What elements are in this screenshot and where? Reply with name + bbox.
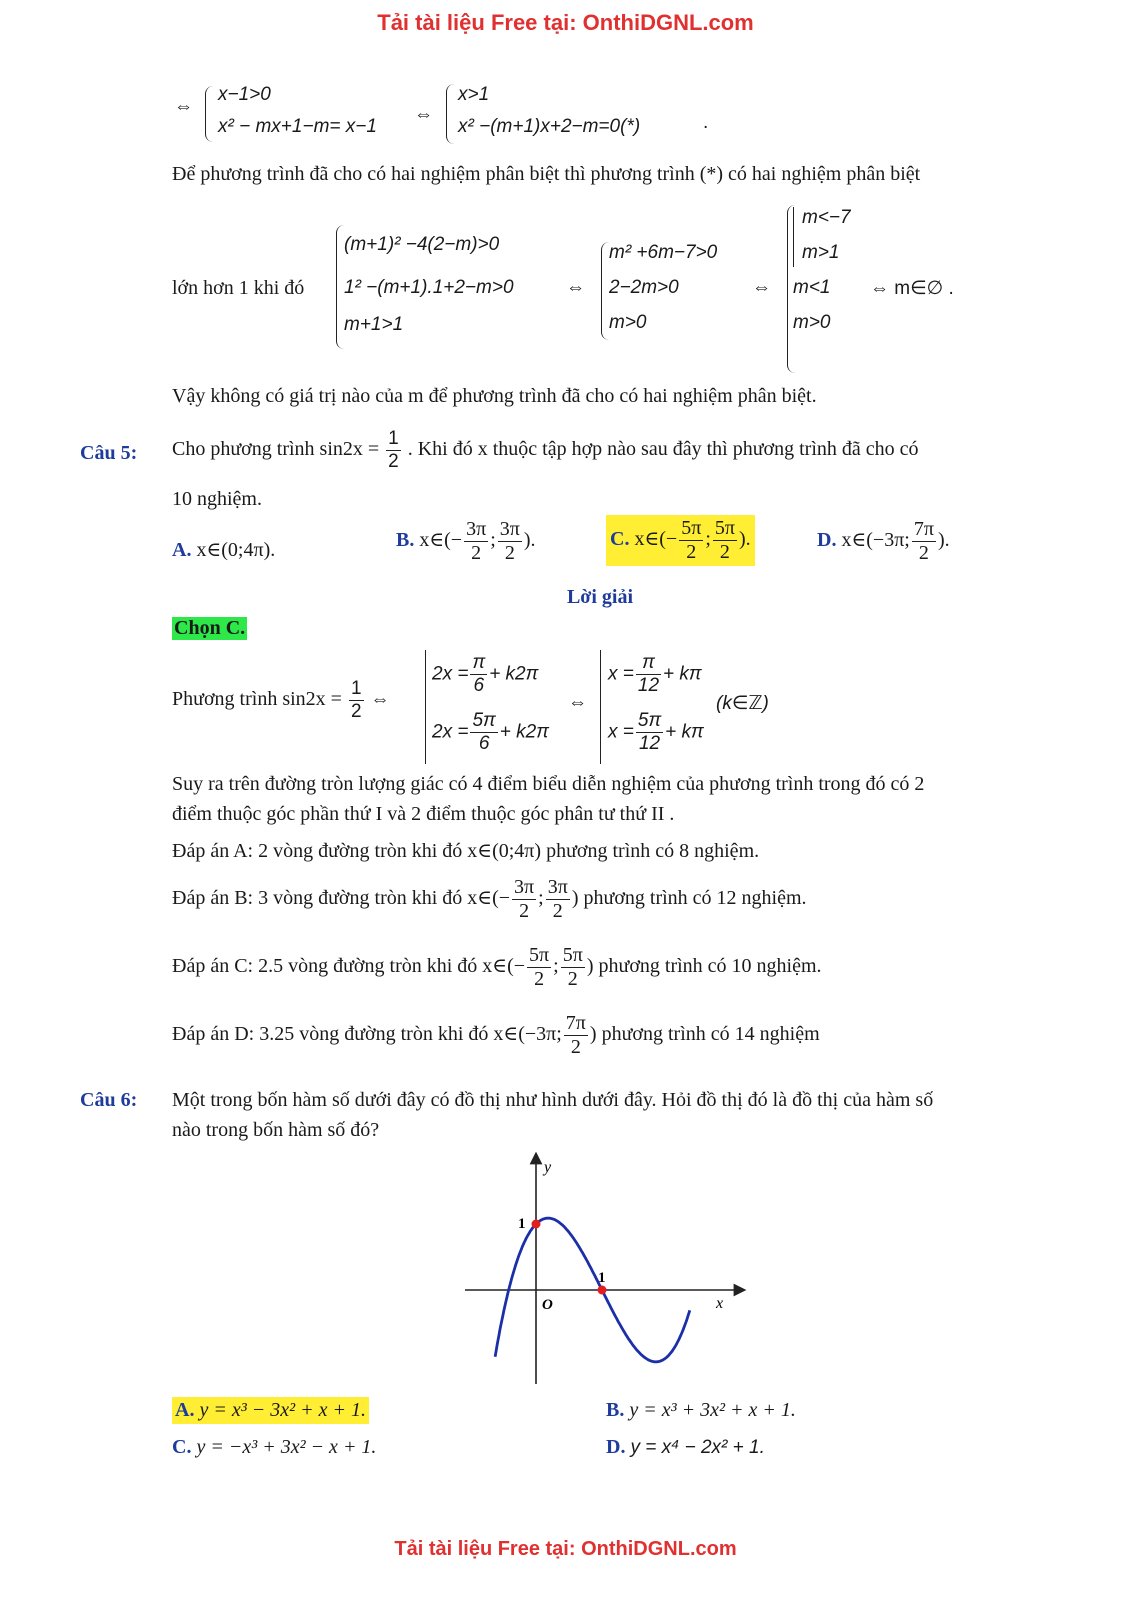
sys2-arrow1: ⇔: [566, 277, 585, 298]
para2: Vậy không có giá trị nào của m để phương trình đã cho có hai nghiệm phân biệt.: [172, 385, 817, 407]
q6-text2: nào trong bốn hàm số đó?: [172, 1119, 380, 1141]
sys1-arrow2: ⇔: [414, 104, 433, 125]
point-y-intercept: [532, 1220, 541, 1229]
sys2-d3: m>0: [609, 312, 647, 333]
q6-graph: [460, 1152, 750, 1392]
sys2-d1: m² +6m−7>0: [609, 242, 718, 263]
q6-option-b[interactable]: B. y = x³ + 3x² + x + 1.: [606, 1399, 796, 1421]
ans-c: Đáp án C: 2.5 vòng đường tròn khi đó x∈(− $\frac{5\pi}{2}$ ; $\frac{5\pi}{2}$ ) phương trình có 10 nghiệm.: [172, 944, 822, 990]
sys2-brace1: [336, 225, 344, 349]
sys1-brace1: [205, 86, 213, 142]
sys2-e2: m>1: [802, 242, 840, 263]
sol-lead: Phương trình sin2x = $\frac{1}{2}$ ⇔: [172, 678, 390, 722]
q5-frac: $\frac{1}{2}$: [388, 428, 399, 472]
ans-b: Đáp án B: 3 vòng đường tròn khi đó x∈(− $\frac{3\pi}{2}$ ; $\frac{3\pi}{2}$ ) phương trình có 12 nghiệm.: [172, 876, 807, 922]
sys2-d2: 2−2m>0: [609, 277, 679, 298]
tick-x-1: 1: [598, 1270, 606, 1286]
sys2-bracket-inner: [793, 207, 799, 267]
sys2-e3: m<1: [793, 277, 831, 298]
footer-banner[interactable]: Tải tài liệu Free tại: OnthiDGNL.com: [394, 1538, 737, 1560]
sol-s1: 2x = $\frac{\pi}{6}$ + k2π: [432, 652, 539, 696]
q6-option-c[interactable]: C. y = −x³ + 3x² − x + 1.: [172, 1436, 377, 1458]
tick-y-1: 1: [518, 1216, 526, 1232]
q6-label: Câu 6:: [80, 1089, 138, 1111]
sol-t2: x = $\frac{5\pi}{12}$ + kπ: [608, 710, 704, 754]
q5-text-b: . Khi đó x thuộc tập hợp nào sau đây thì phương trình đã cho có: [407, 437, 919, 460]
sys2-c2: 1² −(m+1).1+2−m>0: [344, 277, 514, 298]
point-x-1: [598, 1286, 607, 1295]
sys2-brace2: [601, 242, 609, 340]
sol-line1: Suy ra trên đường tròn lượng giác có 4 điểm biểu diễn nghiệm của phương trình trong đó có 2: [172, 773, 925, 795]
q5-text-c: 10 nghiệm.: [172, 488, 262, 510]
q5-option-a[interactable]: A. x∈(0;4π).: [172, 539, 276, 561]
q5-option-b[interactable]: B. x∈(− $\frac{3\pi}{2}$ ; $\frac{3\pi}{2}$ ).: [396, 518, 536, 564]
sol-bracket1: [425, 650, 431, 764]
q6-option-a[interactable]: A. y = x³ − 3x² + x + 1.: [172, 1397, 369, 1424]
q5-option-c[interactable]: C. x∈(− $\frac{5\pi}{2}$ ; $\frac{5\pi}{2}$ ).: [606, 515, 755, 566]
sys2-lead: lớn hơn 1 khi đó: [172, 277, 305, 299]
sys1-arrow1: ⇔: [174, 96, 193, 117]
sol-bracket2: [600, 650, 606, 764]
header-banner[interactable]: Tải tài liệu Free tại: OnthiDGNL.com: [377, 10, 754, 35]
sys2-e1: m<−7: [802, 207, 851, 228]
q5-statement: [172, 428, 919, 473]
q5-option-d[interactable]: D. x∈(−3π; $\frac{7\pi}{2}$ ).: [817, 518, 950, 564]
sys2-c3: m+1>1: [344, 314, 404, 335]
y-axis-label: y: [544, 1159, 552, 1176]
chosen-answer: Chọn C.: [174, 617, 246, 639]
ans-a: Đáp án A: 2 vòng đường tròn khi đó x∈(0;4π) phương trình có 8 nghiệm.: [172, 840, 760, 862]
sys1-a2: x² − mx+1−m= x−1: [218, 116, 377, 137]
origin-label: O: [542, 1297, 553, 1313]
sys1-b2: x² −(m+1)x+2−m=0(*): [458, 116, 641, 137]
sys1-a1: x−1>0: [218, 84, 271, 105]
sol-k: (k∈ℤ): [716, 693, 769, 714]
q6-text1: Một trong bốn hàm số dưới đây có đồ thị như hình dưới đây. Hỏi đồ thị đó là đồ thị của hàm số: [172, 1089, 934, 1111]
sol-s2: 2x = $\frac{5\pi}{6}$ + k2π: [432, 710, 549, 754]
sys1-end: .: [703, 112, 709, 133]
sys2-arrow2: ⇔: [752, 277, 771, 298]
sys2-result: ⇔ m∈∅ .: [870, 278, 954, 299]
sys2-e4: m>0: [793, 312, 831, 333]
q6-option-d[interactable]: D. y = x⁴ − 2x² + 1.: [606, 1436, 765, 1458]
solution-title: Lời giải: [566, 586, 634, 608]
sys1-b1: x>1: [458, 84, 490, 105]
ans-d: Đáp án D: 3.25 vòng đường tròn khi đó x∈(−3π; $\frac{7\pi}{2}$ ) phương trình có 14 nghiệm: [172, 1012, 820, 1058]
sys2-c1: (m+1)² −4(2−m)>0: [344, 234, 500, 255]
x-axis-label: x: [716, 1295, 724, 1312]
sol-t1: x = $\frac{\pi}{12}$ + kπ: [608, 652, 702, 696]
para1: Để phương trình đã cho có hai nghiệm phân biệt thì phương trình (*) có hai nghiệm phân biệt: [172, 163, 921, 185]
sol-line2: điểm thuộc góc phần thứ I và 2 điểm thuộc góc phân tư thứ II .: [172, 803, 675, 825]
q5-text-a: Cho phương trình sin2x =: [172, 437, 380, 460]
q5-label: Câu 5:: [80, 442, 138, 464]
sys1-brace2: [446, 84, 454, 144]
